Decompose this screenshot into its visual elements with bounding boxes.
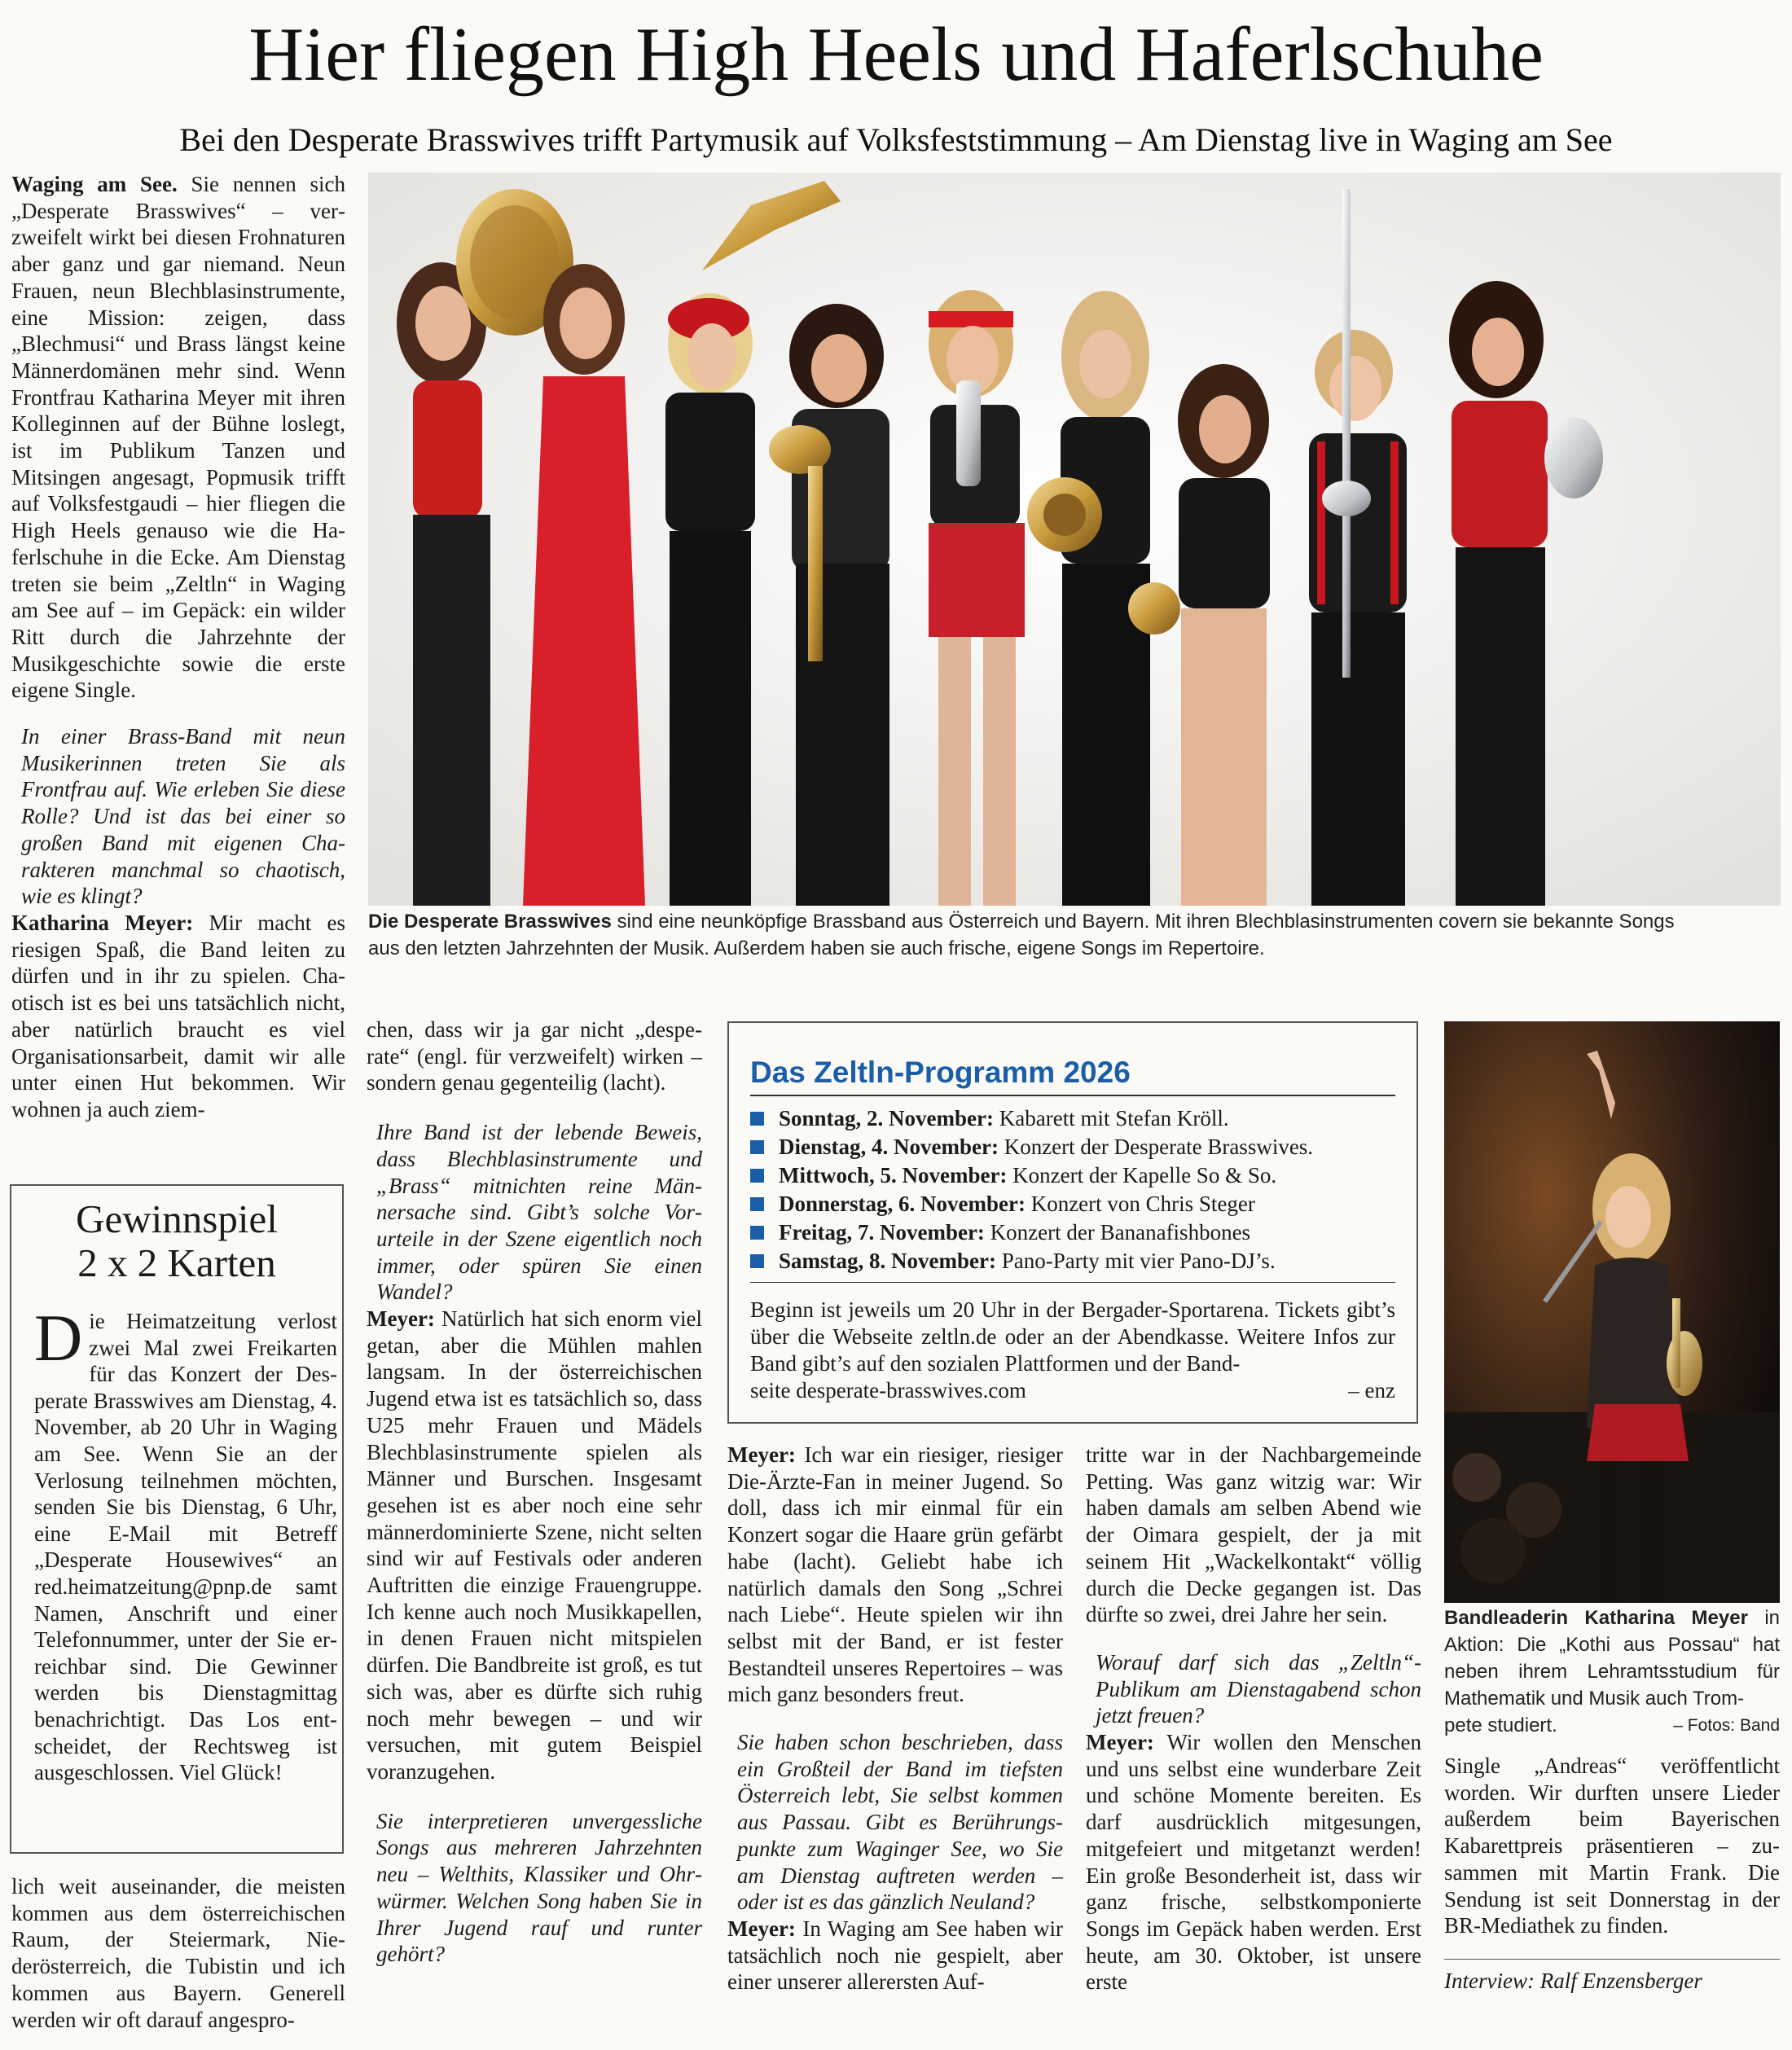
dateline: Waging am See.: [11, 172, 178, 196]
article-column-2: [367, 1016, 702, 1968]
band-photo-image: [368, 173, 1781, 906]
contest-title-line-1: Gewinnspiel: [76, 1196, 278, 1241]
program-item-text: [779, 1190, 1255, 1218]
interview-answer-4: In Waging am See haben wir tatsächlich noch nie gespielt, aber einer unserer allerersten Auf-: [727, 1916, 1063, 1995]
speaker-label: Katharina Meyer:: [11, 910, 194, 935]
program-item: [750, 1247, 1402, 1275]
program-list: [750, 1104, 1402, 1275]
article-column-4: [1086, 1442, 1421, 1995]
program-footer: [750, 1297, 1395, 1404]
bullet-square-icon: [750, 1112, 764, 1126]
program-item-day: Samstag, 8. November:: [779, 1249, 996, 1273]
subheadline: Bei den Desperate Brasswives trifft Partymusik auf Volksfeststimmung – Am Dienstag live in Waging am See: [179, 121, 1613, 158]
program-author: – enz: [1348, 1378, 1395, 1403]
program-item: [750, 1218, 1402, 1247]
contest-box: [10, 1184, 344, 1854]
interview-question-2: Ihre Band ist der lebende Beweis, dass Blechblasinstrumente und „Brass“ mitnichten reine Männersache sind. Gibt’s solche Vorurteile in der Szene eigentlich noch immer, oder spüren Sie einen Wandel?: [376, 1120, 702, 1305]
headline: Hier fliegen High Heels und Haferlschuhe: [248, 12, 1544, 97]
article-column-1-continued: [11, 1873, 345, 2033]
side-caption-last: pete studiert.: [1444, 1714, 1557, 1736]
program-item-text: [779, 1133, 1313, 1161]
interview-answer-1: Mir macht es riesigen Spaß, die Band leiten zu dürfen und in ihr zu spielen. Chaotisch ist es bei uns tatsächlich nicht, aber natürlich braucht es viel Organisationsarbeit, damit wir alle unter einen Hut bekommen. Wir wohnen ja auch ziem-: [11, 910, 346, 1122]
side-caption-text: in Aktion: Die „Kothi aus Possau“ hat neben ihrem Lehramtsstudium für Mathematik und Musik auch Trom-: [1444, 1607, 1780, 1710]
intro-text: Sie nennen sich „Desperate Brasswives“ – verzweifelt wirkt bei diesen Frohnaturen aber ganz und gar niemand. Neun Frauen, neun Blechblasinstrumente, eine Mission: zeigen, dass „Blechmusi“ und Brass längst keine Männerdomänen mehr sind. Wenn Frontfrau Katharina Meyer mit ihren Kolleginnen auf der Bühne loslegt, ist im Publikum Tanzen und Mitsingen angesagt, Popmusik trifft auf Volksfestgaudi – hier fliegen die High Heels genauso wie die Haferlschuhe in die Ecke. Am Dienstag treten sie beim „Zeltln“ in Waging am See auf – im Gepäck: ein wilder Ritt durch die Jahrzehnte der Musikgeschichte sowie die erste eigene Single.: [11, 172, 345, 703]
band-photo: [368, 173, 1781, 906]
byline: Interview: Ralf Enzensberger: [1444, 1968, 1702, 1993]
speaker-label: Meyer:: [367, 1306, 435, 1332]
contest-title-line-2: 2 x 2 Karten: [77, 1240, 276, 1285]
bandleader-photo-image: [1444, 1021, 1780, 1603]
col2-text: chen, dass wir ja gar nicht „desperate“ (engl. für verzweifelt) wirken – sondern genau gegenteilig (lacht).: [367, 1017, 702, 1095]
program-footer-text: Beginn ist jeweils um 20 Uhr in der Bergader-Sportarena. Tickets gibt’s über die Webseite zeltln.de oder an der Abendkasse. Weitere Infos zur Band gibt’s auf den sozialen Plattformen und der Band-: [750, 1297, 1395, 1376]
program-item: [750, 1161, 1402, 1190]
interview-question-4: Sie haben schon beschrieben, dass ein Großteil der Band im tiefsten Österreich lebt, Sie selbst kommen aus Passau. Gibt es Berührungspunkte zum Waginger See, wo Sie am Dienstag auftreten werden – oder ist es das gänzlich Neuland?: [737, 1730, 1063, 1915]
program-item-event: Kabarett mit Stefan Kröll.: [994, 1106, 1229, 1130]
bullet-square-icon: [750, 1254, 764, 1268]
side-photo-caption: [1444, 1604, 1780, 1739]
program-item-text: [779, 1218, 1250, 1247]
program-rule-bottom: [750, 1282, 1395, 1283]
bandleader-photo: [1444, 1021, 1780, 1603]
program-box: [727, 1021, 1418, 1424]
program-item-text: [779, 1104, 1229, 1133]
program-title: Das Zeltln-Programm 2026: [750, 1056, 1131, 1089]
col4-text: tritte war in der Nachbargemeinde Petting. Was ganz witzig war: Wir haben damals am selben Abend wie der Oimara gespielt, der ja mit seinem Hit „Wackelkontakt“ völlig durch die Decke gegangen ist. Das dürfte so zwei, drei Jahre her sein.: [1086, 1442, 1421, 1627]
interview-answer-2: Natürlich hat sich enorm viel getan, aber die Mühlen mahlen langsam. In der österreichischen Jugend etwa ist es tatsächlich so, dass U25 mehr Frauen und Mädels Blechblasinstrumente spielen als Männer und Burschen. Insgesamt gesehen ist es aber noch eine sehr männerdominierte Szene, nicht selten sind wir auf Festivals oder anderen Auftritten die einzige Frauengruppe. Ich kenne auch noch Musikkapellen, in denen Frauen nicht mitspielen dürfen. Die Bandbreite ist groß, es tut sich was, aber es dürfte sich ruhig noch mehr bewegen – und wir versuchen, mit gutem Beispiel voranzugehen.: [367, 1306, 702, 1784]
caption-lead: Die Desperate Brasswives: [368, 911, 612, 933]
byline-rule: [1444, 1959, 1780, 1960]
program-item-day: Mittwoch, 5. November:: [779, 1163, 1008, 1187]
dropcap: D: [34, 1301, 83, 1375]
speaker-label: Meyer:: [727, 1442, 796, 1467]
bullet-square-icon: [750, 1197, 764, 1211]
article-column-1: [11, 171, 345, 1123]
program-item: [750, 1133, 1402, 1161]
article-column-5: [1444, 1753, 1780, 1995]
program-item-event: Konzert von Chris Steger: [1025, 1192, 1255, 1216]
side-caption-lead: Bandleaderin Katharina Meyer: [1444, 1607, 1748, 1629]
bullet-square-icon: [750, 1169, 764, 1183]
contest-text: [34, 1301, 337, 1786]
contest-body: ie Heimatzeitung verlost zwei Mal zwei Freikarten für das Konzert der Desperate Brasswives am Dienstag, 4. November, ab 20 Uhr in Waging am See. Wenn Sie an der Verlosung teilnehmen möchten, senden Sie bis Dienstag, 6 Uhr, eine E-Mail mit Betreff „Desperate Housewives“ an red.heimatzeitung@pnp.de samt Namen, Anschrift und einer Telefonnummer, unter der Sie erreichbar sind. Die Gewinner werden bis Dienstagmittag benachrichtigt. Das Los entscheidet, der Rechtsweg ist ausgeschlossen. Viel Glück!: [34, 1309, 337, 1785]
program-item-day: Sonntag, 2. November:: [779, 1106, 994, 1130]
program-item: [750, 1104, 1402, 1133]
continued-text: lich weit auseinander, die meisten kommen aus dem österreichischen Raum, der Steiermark, Niederösterreich, die Tubistin und ich kommen aus Bayern. Generell werden wir oft darauf angespro-: [11, 1874, 345, 2032]
photo-credit: – Fotos: Band: [1673, 1716, 1780, 1735]
program-item-event: Konzert der Kapelle So & So.: [1007, 1163, 1277, 1187]
caption-line-2: aus den letzten Jahrzehnten der Musik. Außerdem haben sie auch frische, eigene Songs im Repertoire.: [368, 937, 1265, 959]
col5-text: Single „Andreas“ veröffentlicht worden. Wir durften unsere Lieder außerdem beim Bayerischen Kabarettpreis präsentieren – zusammen mit Martin Frank. Die Sendung ist seit Donnerstag in der BR-Mediathek zu finden.: [1444, 1754, 1780, 1938]
bullet-square-icon: [750, 1226, 764, 1240]
speaker-label: Meyer:: [1086, 1730, 1154, 1755]
article-column-3: [727, 1442, 1063, 1995]
program-item-day: Donnerstag, 6. November:: [779, 1192, 1026, 1216]
interview-answer-3: Ich war ein riesiger, riesiger Die-Ärzte-Fan in meiner Jugend. So doll, dass ich mir einmal für ein Konzert sogar die Haare grün gefärbt habe (lacht). Geliebt habe ich natürlich damals den Song „Schrei nach Liebe“. Heute spielen wir ihn selbst mit der Band, er ist fester Bestandteil unseres Repertoires – was mich ganz besonders freut.: [727, 1442, 1064, 1707]
interview-question-3: Sie interpretieren unvergessliche Songs aus mehreren Jahrzehnten neu – Welthits, Klassiker und Ohrwürmer. Welchen Song haben Sie in Ihrer Jugend rauf und runter gehört?: [376, 1808, 702, 1967]
program-rule-top: [750, 1095, 1395, 1096]
program-item-text: [779, 1247, 1276, 1275]
bullet-square-icon: [750, 1140, 764, 1154]
interview-question-1: In einer Brass-Band mit neun Musikerinnen treten Sie als Frontfrau auf. Wie erleben Sie diese Rolle? Und ist das bei einer so großen Band mit eigenen Charakteren manchmal so chaotisch, wie es klingt?: [21, 724, 345, 909]
program-item-day: Dienstag, 4. November:: [779, 1135, 999, 1159]
interview-question-5: Worauf darf sich das „Zeltln“Publikum am Dienstagabend schon jetzt freuen?: [1096, 1649, 1421, 1728]
program-item-text: [779, 1161, 1276, 1190]
photo-caption: [368, 908, 1781, 962]
speaker-label: Meyer:: [727, 1916, 796, 1941]
program-item-event: Konzert der Bananafishbones: [984, 1220, 1251, 1244]
caption-line-1: sind eine neunköpfige Brassband aus Österreich und Bayern. Mit ihren Blechblasinstrumenten covern sie bekannte Songs: [611, 911, 1675, 933]
program-item-day: Freitag, 7. November:: [779, 1220, 985, 1244]
contest-title: [11, 1197, 342, 1285]
program-item-event: Konzert der Desperate Brasswives.: [998, 1135, 1314, 1159]
program-item: [750, 1190, 1402, 1218]
program-website: seite desperate-brasswives.com: [750, 1378, 1026, 1403]
program-item-event: Pano-Party mit vier Pano-DJ’s.: [995, 1249, 1276, 1273]
interview-answer-5: Wir wollen den Menschen und uns selbst eine wunderbare Zeit und schöne Momente bereiten. Es darf ausdrücklich mitgesungen, mitgefeiert und mitgetanzt werden! Ein große Besonderheit ist, dass wir ganz frische, selbstkomponierte Songs im Gepäck haben werden. Erst heute, am 30. Oktober, ist unsere erste: [1086, 1730, 1421, 1995]
